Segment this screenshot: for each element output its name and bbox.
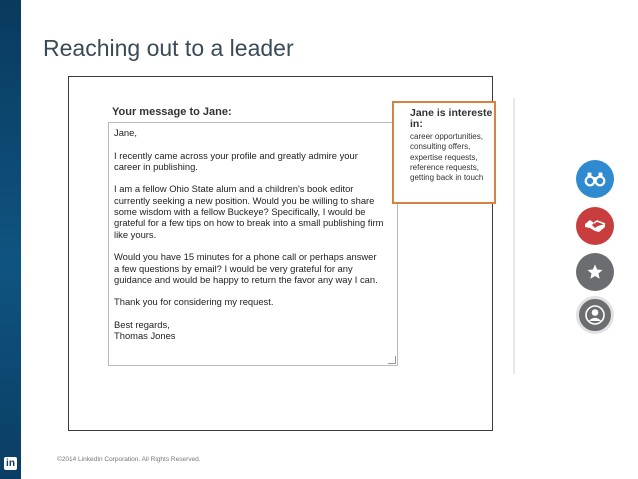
interests-heading-continued: in: xyxy=(410,118,423,130)
interests-list xyxy=(410,132,494,183)
binoculars-icon[interactable] xyxy=(576,160,614,198)
person-icon[interactable] xyxy=(576,296,614,334)
message-line xyxy=(114,240,392,251)
message-line: career in publishing. xyxy=(114,160,198,172)
copyright-footer: ©2014 LinkedIn Corporation. All Rights Reserved. xyxy=(57,456,201,463)
message-screenshot xyxy=(68,76,493,431)
message-line: grateful for a few tips on how to break into a small publishing firm xyxy=(114,217,384,229)
message-line: Thank you for considering my request. xyxy=(114,296,274,308)
slide-title: Reaching out to a leader xyxy=(43,35,294,61)
left-brand-bar xyxy=(0,0,21,479)
handshake-icon[interactable] xyxy=(576,207,614,245)
message-line: I recently came across your profile and greatly admire your xyxy=(114,149,358,161)
vertical-divider xyxy=(513,98,515,374)
message-textarea[interactable] xyxy=(108,122,398,366)
textarea-resize-handle[interactable] xyxy=(388,356,396,364)
message-line: I am a fellow Ohio State alum and a children's book editor xyxy=(114,183,354,195)
message-line: Would you have 15 minutes for a phone call or perhaps answer xyxy=(114,251,377,263)
message-line xyxy=(114,285,392,296)
message-line xyxy=(114,308,392,319)
message-line: a few questions by email? I would be very grateful for any xyxy=(114,262,353,274)
message-line: like yours. xyxy=(114,228,157,240)
interest-item: career opportunities, xyxy=(410,132,483,141)
message-line: Jane, xyxy=(114,127,137,138)
message-line xyxy=(114,138,392,149)
message-line: Thomas Jones xyxy=(114,330,176,342)
message-line: currently seeking a new position. Would you be willing to share xyxy=(114,194,375,206)
message-line: Best regards, xyxy=(114,319,170,331)
linkedin-logo-icon: in xyxy=(4,457,17,470)
message-line xyxy=(114,172,392,183)
interests-heading: Jane is intereste xyxy=(410,108,493,119)
interests-highlight-box xyxy=(392,101,496,204)
interest-item: expertise requests, xyxy=(410,152,478,162)
message-line: some wisdom with a fellow Buckeye? Specifically, I would be xyxy=(114,206,366,218)
interest-item: consulting offers, xyxy=(410,142,471,152)
interest-item: getting back in touch xyxy=(410,173,484,183)
message-heading: Your message to Jane: xyxy=(112,106,232,118)
star-icon[interactable] xyxy=(576,253,614,291)
interest-item: reference requests, xyxy=(410,162,479,172)
message-line: guidance and would be happy to return the favor any way I can. xyxy=(114,273,378,285)
